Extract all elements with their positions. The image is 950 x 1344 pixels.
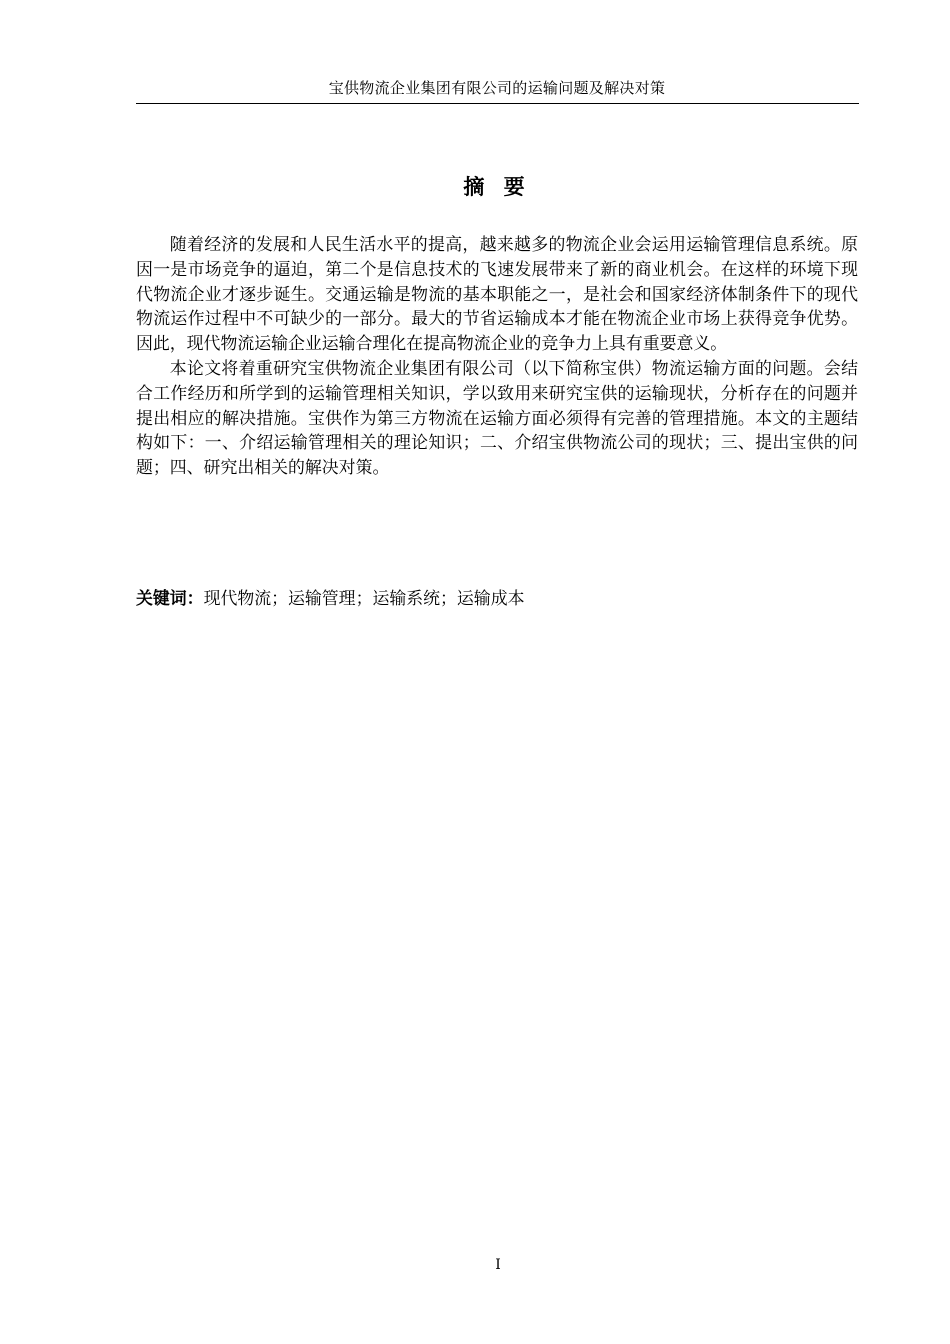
keywords-value: 现代物流；运输管理；运输系统；运输成本 <box>203 588 525 608</box>
page-number: I <box>495 1257 501 1273</box>
keywords-label: 关键词： <box>136 588 204 608</box>
abstract-title: 摘 要 <box>463 175 531 199</box>
abstract-body <box>136 232 858 480</box>
running-header: 宝供物流企业集团有限公司的运输问题及解决对策 <box>328 79 666 97</box>
header-rule <box>136 103 859 104</box>
abstract-paragraph-2: 本论文将着重研究宝供物流企业集团有限公司（以下简称宝供）物流运输方面的问题。会结合工作经历和所学到的运输管理相关知识，学以致用来研究宝供的运输现状，分析存在的问题并提出相应的解决措施。宝供作为第三方物流在运输方面必须得有完善的管理措施。本文的主题结构如下：一、介绍运输管理相关的理论知识；二、介绍宝供物流公司的现状；三、提出宝供的问题；四、研究出相关的解决对策。 <box>136 357 858 478</box>
keywords-line <box>136 586 858 610</box>
abstract-paragraph-1: 随着经济的发展和人民生活水平的提高，越来越多的物流企业会运用运输管理信息系统。原因一是市场竞争的逼迫，第二个是信息技术的飞速发展带来了新的商业机会。在这样的环境下现代物流企业才逐步诞生。交通运输是物流的基本职能之一，是社会和国家经济体制条件下的现代物流运作过程中不可缺少的一部分。最大的节省运输成本才能在物流企业市场上获得竞争优势。因此，现代物流运输企业运输合理化在提高物流企业的竞争力上具有重要意义。 <box>136 234 858 354</box>
